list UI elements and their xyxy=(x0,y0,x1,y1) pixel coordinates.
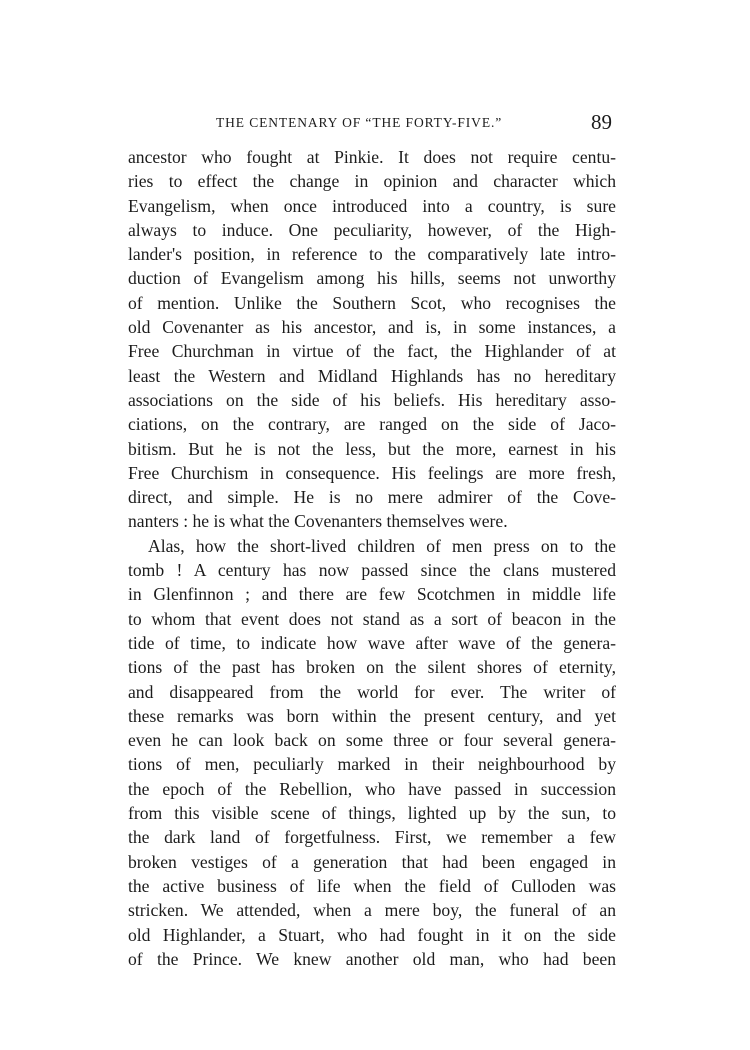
text-line: ancestor who fought at Pinkie. It does not require centu- xyxy=(128,147,616,167)
text-line: old Covenanter as his ancestor, and is, in some instances, a xyxy=(128,317,616,338)
running-head xyxy=(128,112,616,134)
body-text xyxy=(128,145,616,971)
text-line: ries to effect the change in opinion and character which xyxy=(128,171,616,192)
text-line: the active business of life when the field of Culloden was xyxy=(128,875,616,896)
text-line: the epoch of the Rebellion, who have passed in succession xyxy=(128,778,616,799)
text-line: these remarks was born within the present century, and yet xyxy=(128,705,616,726)
text-line: associations on the side of his beliefs. His hereditary asso- xyxy=(128,389,616,410)
page-number: 89 xyxy=(591,110,612,134)
text-line: of the Prince. We knew another old man, who had been xyxy=(128,948,616,969)
paragraph xyxy=(128,145,616,534)
paragraph xyxy=(128,534,616,971)
text-line: old Highlander, a Stuart, who had fought in it on the side xyxy=(128,924,616,945)
text-line: Free Churchman in virtue of the fact, the Highlander of at xyxy=(128,341,616,362)
text-line: ciations, on the contrary, are ranged on the side of Jaco- xyxy=(128,414,616,435)
text-line: stricken. We attended, when a mere boy, the funeral of an xyxy=(128,900,616,921)
text-line: tions of men, peculiarly marked in their neighbourhood by xyxy=(128,754,616,775)
text-line: Free Churchism in consequence. His feelings are more fresh, xyxy=(128,462,616,483)
text-line: tomb ! A century has now passed since the clans mustered xyxy=(128,560,616,581)
text-line: duction of Evangelism among his hills, seems not unworthy xyxy=(128,268,616,289)
text-line: the dark land of forgetfulness. First, we remember a few xyxy=(128,827,616,848)
running-title: THE CENTENARY OF “THE FORTY-FIVE.” xyxy=(216,115,503,130)
text-line: to whom that event does not stand as a sort of beacon in the xyxy=(128,608,616,629)
text-line: tide of time, to indicate how wave after wave of the genera- xyxy=(128,632,616,653)
text-line: tions of the past has broken on the silent shores of eternity, xyxy=(128,657,616,678)
text-line: least the Western and Midland Highlands has no hereditary xyxy=(128,365,616,386)
text-line: nanters : he is what the Covenanters themselves were. xyxy=(128,511,508,532)
text-line: broken vestiges of a generation that had been engaged in xyxy=(128,851,616,872)
text-line: in Glenfinnon ; and there are few Scotchmen in middle life xyxy=(128,584,616,605)
text-line: lander's position, in reference to the comparatively late intro- xyxy=(128,244,616,265)
text-line: Evangelism, when once introduced into a country, is sure xyxy=(128,195,616,216)
text-line: Alas, how the short-lived children of men press on to the xyxy=(148,535,616,556)
text-line: bitism. But he is not the less, but the more, earnest in his xyxy=(128,438,616,459)
text-line: direct, and simple. He is no mere admirer of the Cove- xyxy=(128,487,616,508)
text-line: always to induce. One peculiarity, however, of the High- xyxy=(128,219,616,240)
text-line: even he can look back on some three or four several genera- xyxy=(128,730,616,751)
text-line: of mention. Unlike the Southern Scot, who recognises the xyxy=(128,292,616,313)
text-line: from this visible scene of things, lighted up by the sun, to xyxy=(128,803,616,824)
text-line: and disappeared from the world for ever. The writer of xyxy=(128,681,616,702)
